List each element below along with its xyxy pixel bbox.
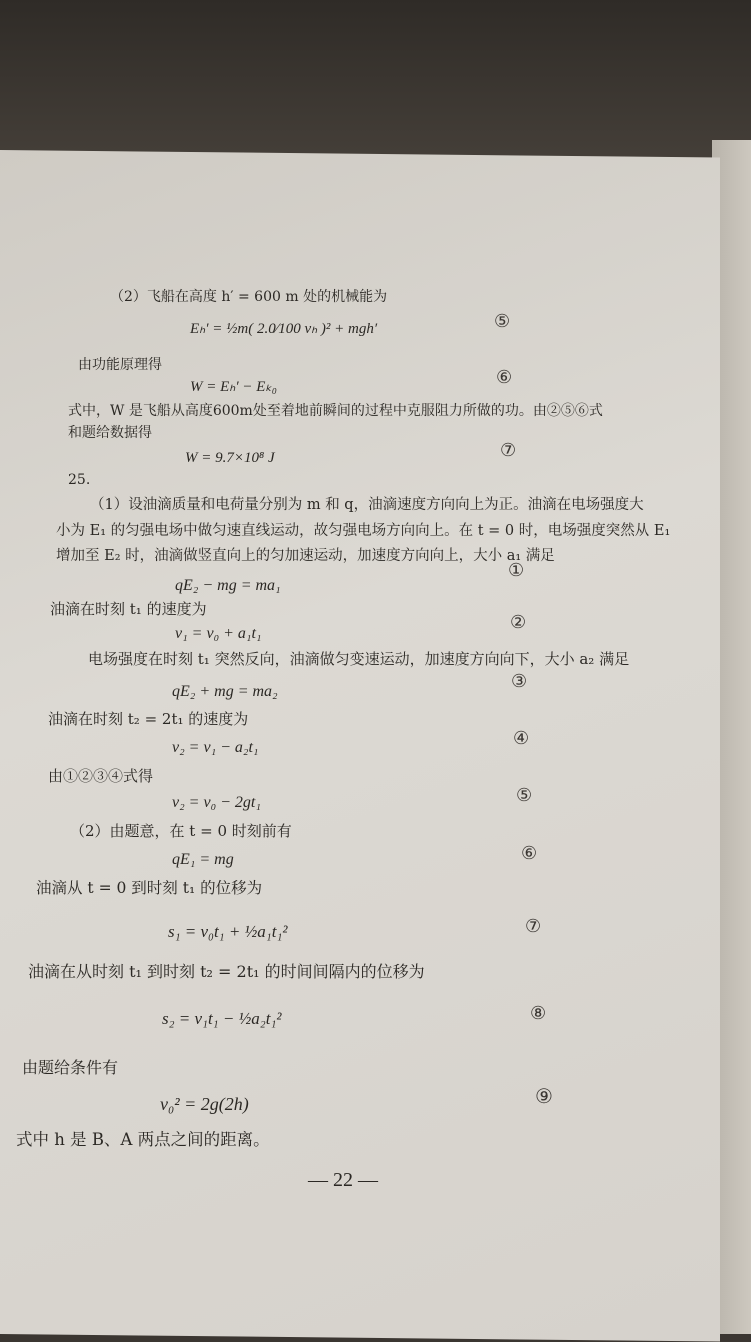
equation-2: v₁ = v₀ + a₁t₁	[175, 625, 262, 642]
text-line: （2）由题意，在 t = 0 时刻前有	[70, 822, 292, 840]
page-number: — 22 —	[308, 1169, 378, 1191]
text-line: 油滴在从时刻 t₁ 到时刻 t₂ = 2t₁ 的时间间隔内的位移为	[28, 962, 425, 981]
equation-marker: ⑧	[530, 1003, 547, 1024]
equation-marker: ②	[510, 612, 527, 633]
text-line: 增加至 E₂ 时，油滴做竖直向上的匀加速运动，加速度方向向上，大小 a₁ 满足	[56, 548, 555, 564]
text-line: （1）设油滴质量和电荷量分别为 m 和 q，油滴速度方向向上为正。油滴在电场强度大	[90, 497, 644, 513]
equation-7: W = 9.7×10⁸ J	[185, 450, 275, 466]
equation-1: qE₂ − mg = ma₁	[175, 577, 281, 594]
text-line: 式中 h 是 B、A 两点之间的距离。	[16, 1130, 270, 1149]
text-line: 由①②③④式得	[48, 767, 154, 785]
equation-7b: s₁ = v₀t₁ + ½a₁t₁²	[168, 922, 288, 941]
question-number: 25.	[68, 472, 91, 488]
equation-marker: ①	[508, 560, 525, 581]
equation-marker: ⑥	[496, 367, 513, 388]
text-line: 油滴在时刻 t₂ = 2t₁ 的速度为	[48, 710, 249, 728]
equation-3: qE₂ + mg = ma₂	[172, 683, 278, 700]
equation-marker: ⑦	[500, 440, 517, 461]
equation-marker: ⑨	[535, 1084, 553, 1108]
equation-8: s₂ = v₁t₁ − ½a₂t₁²	[162, 1009, 282, 1028]
text-line: 油滴在时刻 t₁ 的速度为	[50, 600, 207, 618]
equation-6: W = Eₕ′ − Eₖ₀	[190, 379, 278, 395]
text-line: 电场强度在时刻 t₁ 突然反向，油滴做匀变速运动，加速度方向向下，大小 a₂ 满足	[88, 650, 630, 668]
equation-5b: v₂ = v₀ − 2gt₁	[172, 794, 261, 811]
equation-5: Eₕ′ = ½m( 2.0⁄100 vₕ )² + mgh′	[190, 321, 378, 337]
text-line: 和题给数据得	[68, 425, 152, 441]
equation-4: v₂ = v₁ − a₂t₁	[172, 739, 259, 756]
equation-marker: ⑤	[516, 785, 533, 806]
text-line: （2）飞船在高度 h′ = 600 m 处的机械能为	[110, 289, 388, 305]
text-line: 式中，W 是飞船从高度600m处至着地前瞬间的过程中克服阻力所做的功。由②⑤⑥式	[68, 403, 603, 419]
equation-9: v₀² = 2g(2h)	[160, 1094, 249, 1114]
text-line: 由功能原理得	[78, 357, 162, 373]
equation-marker: ④	[513, 728, 530, 749]
equation-marker: ⑥	[521, 843, 538, 864]
text-line: 由题给条件有	[22, 1058, 119, 1077]
text-line: 小为 E₁ 的匀强电场中做匀速直线运动，故匀强电场方向向上。在 t = 0 时，电场强度突然从 E₁	[56, 523, 671, 539]
equation-6b: qE₁ = mg	[172, 851, 234, 868]
text-line: 油滴从 t = 0 到时刻 t₁ 的位移为	[36, 879, 263, 897]
equation-marker: ⑤	[494, 311, 511, 332]
equation-marker: ⑦	[525, 916, 542, 937]
equation-marker: ③	[511, 671, 528, 692]
